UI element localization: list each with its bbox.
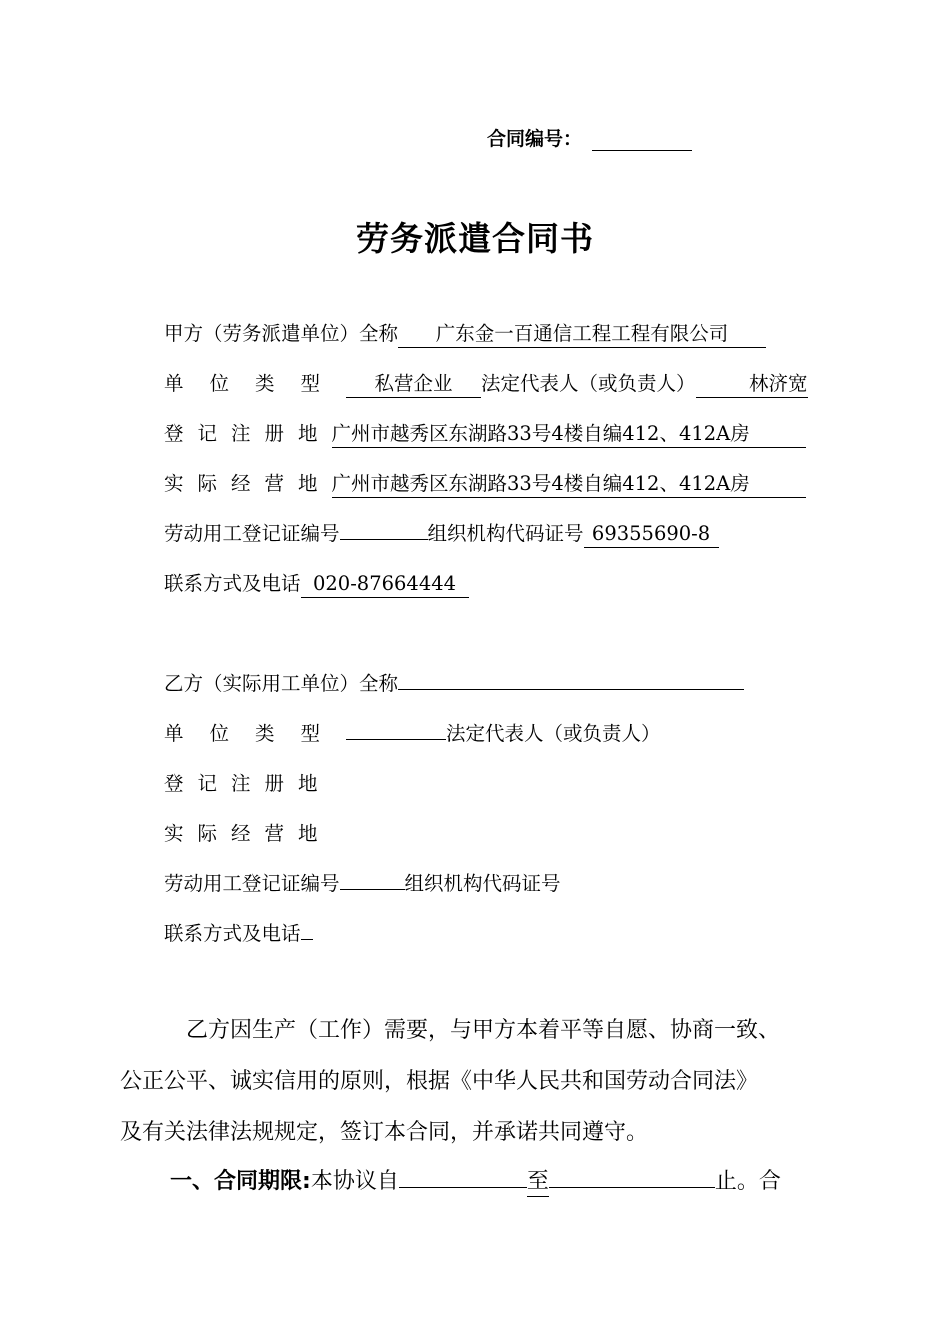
section-1-start-date-blank[interactable]: [399, 1187, 527, 1188]
party-b-name-label: 乙方（实际用工单位）全称: [164, 672, 399, 695]
party-b-contact-label: 联系方式及电话: [164, 922, 301, 945]
party-a-reg-addr-line: [164, 420, 806, 448]
party-b-type-blank[interactable]: [346, 739, 446, 740]
section-1-line: [170, 1167, 885, 1197]
party-a-reg-addr-value: 广州市越秀区东湖路33号4楼自编412、412A房: [332, 421, 806, 448]
party-b-labor-reg-label: 劳动用工登记证编号: [164, 872, 340, 895]
section-1-end-date-blank[interactable]: [549, 1187, 715, 1188]
section-1-text-start: 本协议自: [310, 1169, 399, 1194]
party-b-labor-reg-line: [164, 870, 561, 898]
party-b-type-label: 单位类型: [164, 722, 347, 745]
party-a-op-addr-line: [164, 470, 806, 498]
party-a-labor-reg-label: 劳动用工登记证编号: [164, 522, 340, 545]
party-a-contact-value: 020-87664444: [301, 571, 469, 598]
party-a-op-addr-value: 广州市越秀区东湖路33号4楼自编412、412A房: [332, 471, 806, 498]
party-a-rep-value: 林济宽: [696, 371, 808, 398]
contract-number-label: 合同编号：: [487, 128, 583, 150]
party-b-name-blank[interactable]: [398, 689, 744, 690]
party-a-name-value: 广东金一百通信工程工程有限公司: [398, 321, 766, 348]
party-a-name-line: [164, 320, 766, 348]
section-1-heading: 一、合同期限:: [170, 1169, 311, 1194]
party-b-org-code-label: 组织机构代码证号: [404, 872, 561, 895]
party-b-contact-blank[interactable]: [301, 939, 313, 940]
party-b-reg-addr-label: 登记注册地: [164, 772, 332, 795]
section-1-text-end: 止。合: [714, 1169, 781, 1194]
party-a-name-label: 甲方（劳务派遣单位）全称: [164, 322, 399, 345]
body-para-line-3: 及有关法律法规规定，签订本合同，并承诺共同遵守。: [120, 1120, 649, 1145]
party-a-type-value: 私营企业: [346, 371, 481, 398]
party-a-labor-reg-line: [164, 520, 719, 548]
party-a-reg-addr-label: 登记注册地: [164, 422, 332, 445]
party-a-labor-reg-blank[interactable]: [340, 539, 428, 540]
body-para-line-2: 公正公平、诚实信用的原则，根据《中华人民共和国劳动合同法》: [120, 1069, 759, 1094]
contract-number-blank[interactable]: [592, 130, 692, 151]
party-a-type-line: [164, 370, 808, 398]
party-b-rep-label: 法定代表人（或负责人）: [446, 722, 661, 745]
party-b-contact-line: [164, 920, 313, 948]
party-a-contact-label: 联系方式及电话: [164, 572, 301, 595]
party-b-op-addr-line: [164, 820, 332, 848]
party-a-op-addr-label: 实际经营地: [164, 472, 332, 495]
body-para-line-1: 乙方因生产（工作）需要，与甲方本着平等自愿、协商一致、: [186, 1018, 781, 1043]
party-a-rep-label: 法定代表人（或负责人）: [481, 372, 696, 395]
party-a-org-code-label: 组织机构代码证号: [427, 522, 584, 545]
party-b-name-line: [164, 670, 744, 698]
party-b-type-line: [164, 720, 661, 748]
section-1-text-mid: 至: [527, 1168, 549, 1197]
party-a-contact-line: [164, 570, 469, 598]
party-b-labor-reg-blank[interactable]: [340, 889, 405, 890]
page-title: 劳务派遣合同书: [356, 219, 594, 258]
party-b-reg-addr-line: [164, 770, 332, 798]
party-b-op-addr-label: 实际经营地: [164, 822, 332, 845]
contract-number: [487, 124, 692, 151]
party-a-type-label: 单位类型: [164, 372, 347, 395]
party-a-org-code-value: 69355690-8: [584, 521, 719, 548]
